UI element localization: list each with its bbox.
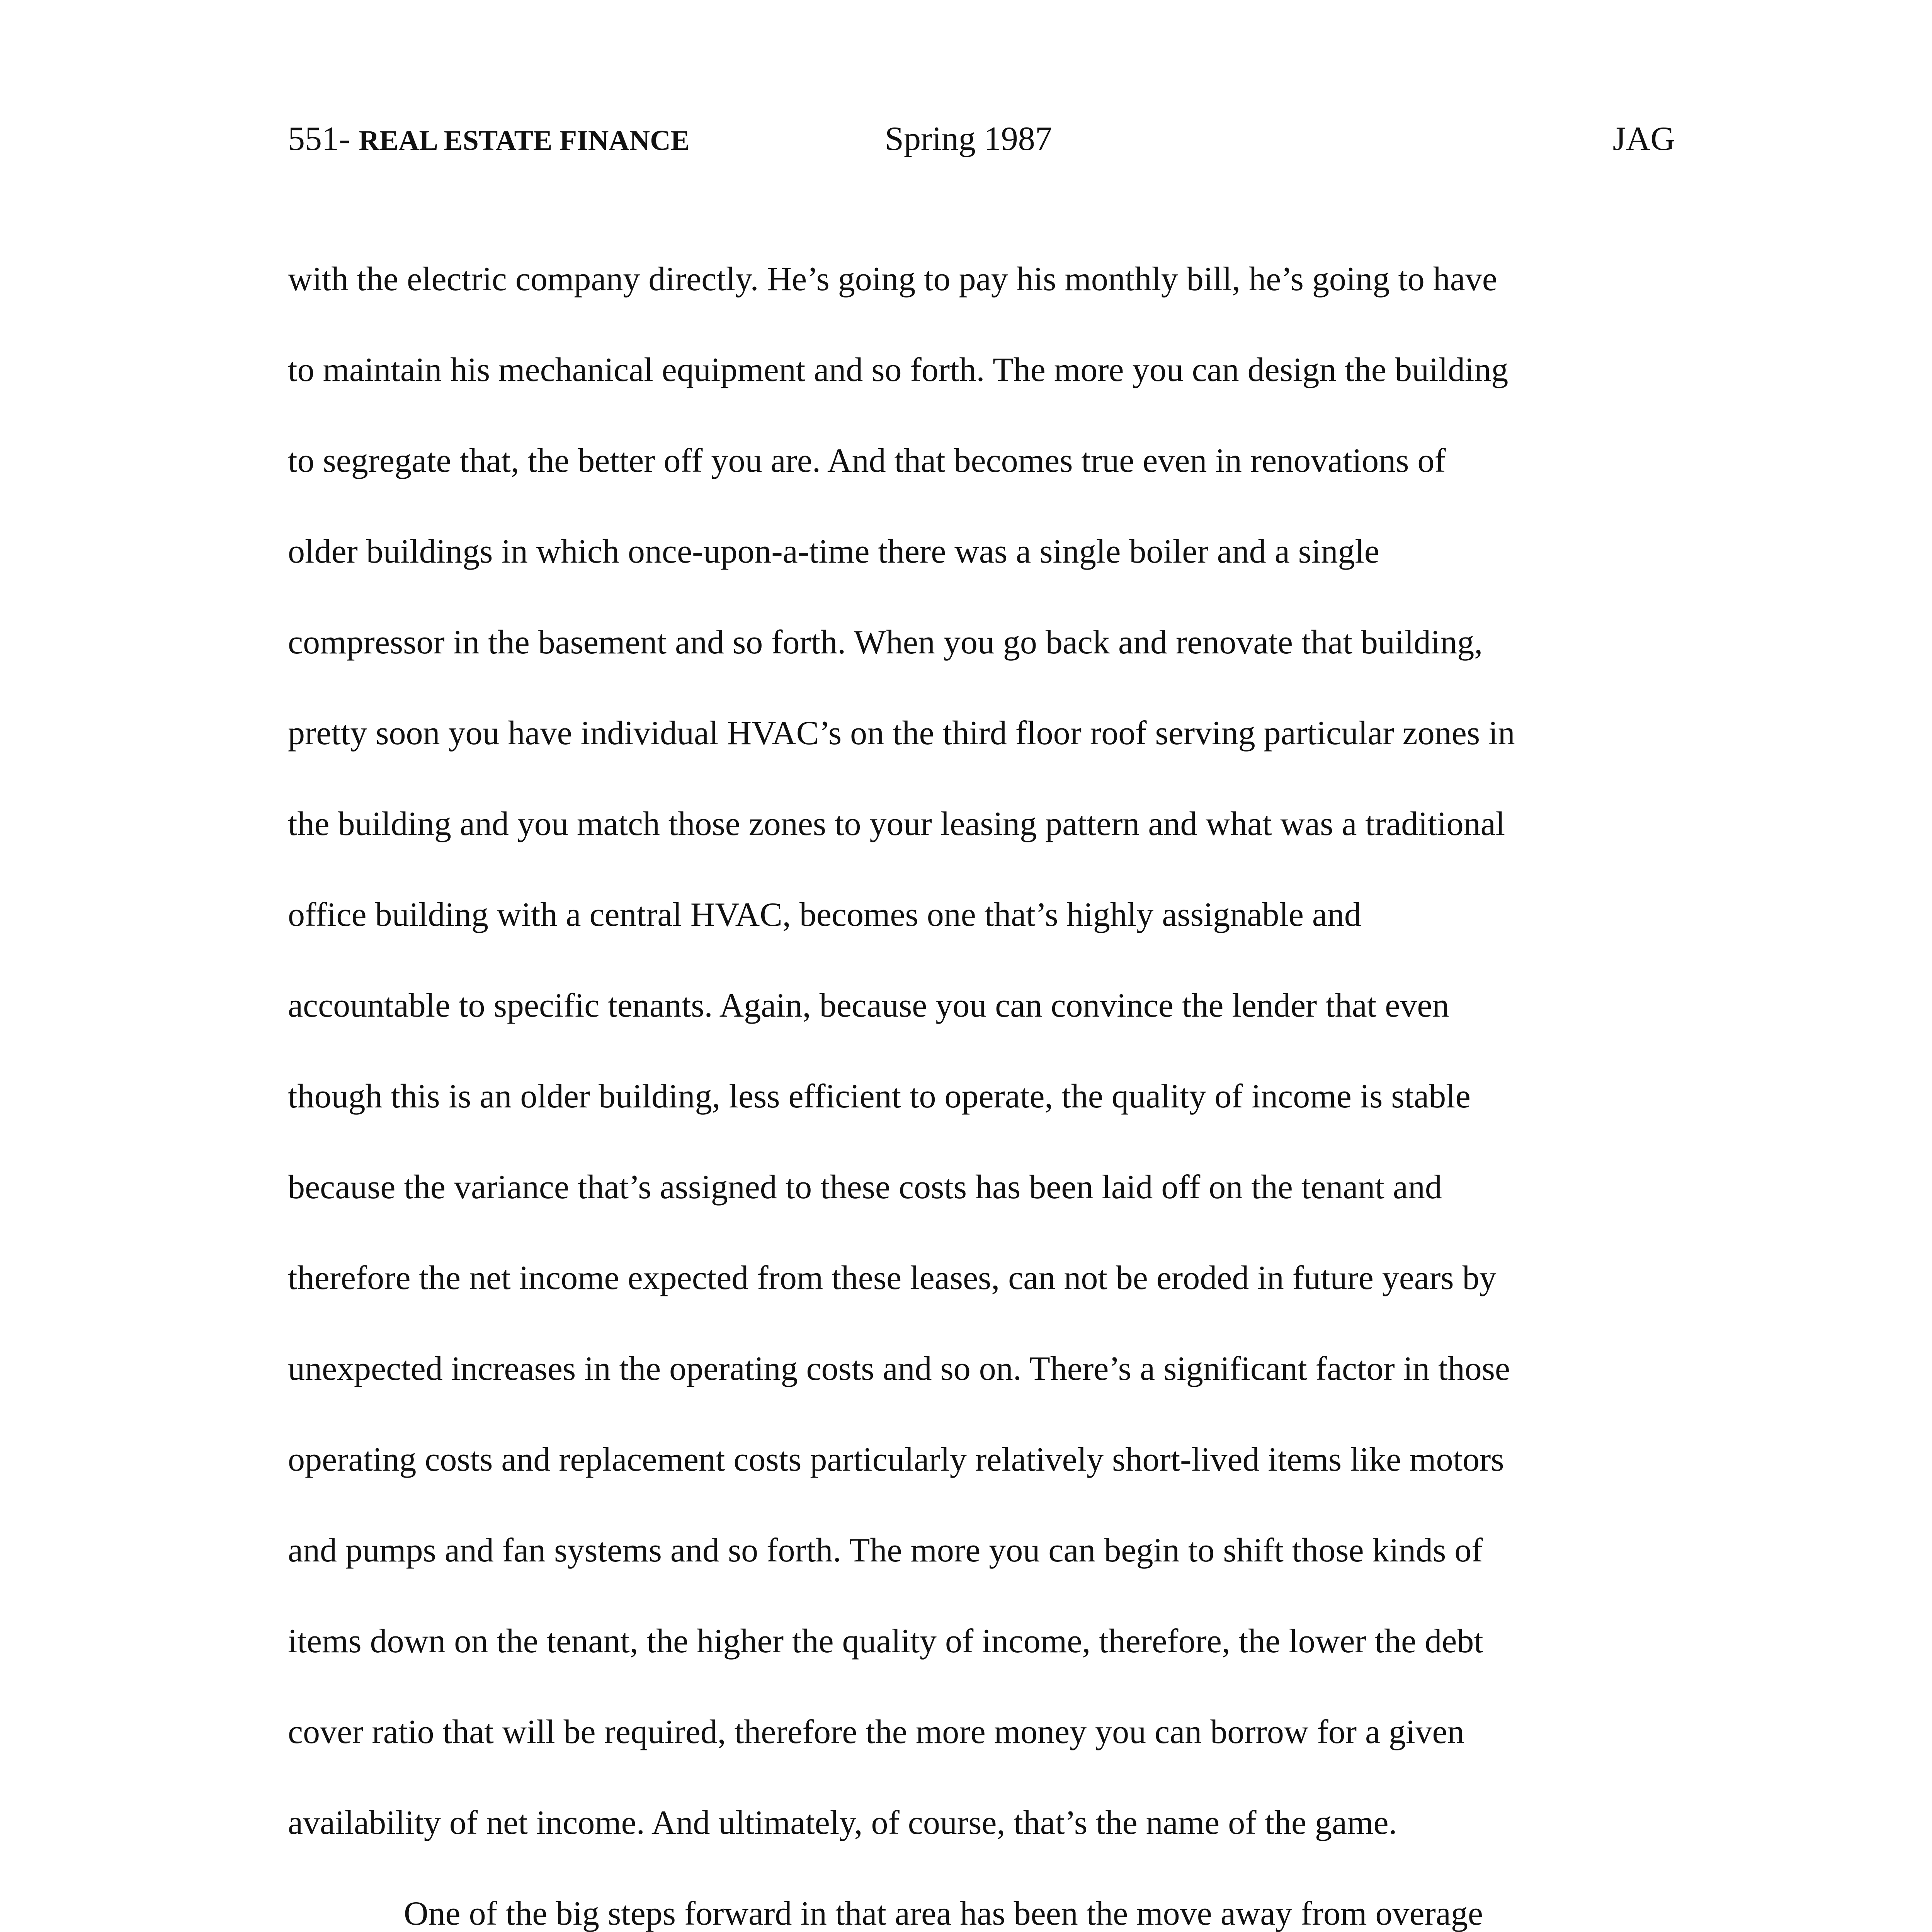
text-line: operating costs and replacement costs particularly relatively short-lived items like motors (288, 1441, 1504, 1478)
course-heading (288, 116, 690, 164)
text-line: items down on the tenant, the higher the quality of income, therefore, the lower the debt (288, 1622, 1483, 1660)
text-line: office building with a central HVAC, becomes one that’s highly assignable and (288, 896, 1361, 934)
text-line: because the variance that’s assigned to these costs has been laid off on the tenant and (288, 1168, 1442, 1206)
text-line: with the electric company directly. He’s going to pay his monthly bill, he’s going to have (288, 260, 1497, 298)
text-line: and pumps and fan systems and so forth. The more you can begin to shift those kinds of (288, 1532, 1483, 1569)
text-line: to maintain his mechanical equipment and so forth. The more you can design the building (288, 351, 1509, 389)
course-title: REAL ESTATE FINANCE (359, 125, 690, 156)
text-line: cover ratio that will be required, therefore the more money you can borrow for a given (288, 1713, 1464, 1751)
text-line: therefore the net income expected from these leases, can not be eroded in future years by (288, 1259, 1497, 1297)
text-line: unexpected increases in the operating costs and so on. There’s a significant factor in those (288, 1350, 1510, 1388)
text-line: though this is an older building, less efficient to operate, the quality of income is stable (288, 1078, 1471, 1115)
body-text (288, 234, 1690, 1932)
course-number: 551- (288, 120, 350, 158)
paragraph-first-line: One of the big steps forward in that area has been the move away from overage (404, 1895, 1483, 1932)
text-line: the building and you match those zones to your leasing pattern and what was a traditional (288, 805, 1505, 843)
text-line: compressor in the basement and so forth. When you go back and renovate that building, (288, 624, 1483, 661)
text-line: availability of net income. And ultimately, of course, that’s the name of the game. (288, 1804, 1397, 1842)
term-label: Spring 1987 (885, 120, 1052, 158)
text-line: to segregate that, the better off you are. And that becomes true even in renovations of (288, 442, 1446, 480)
text-line: older buildings in which once-upon-a-time there was a single boiler and a single (288, 533, 1379, 570)
page-header (288, 116, 1675, 162)
author-initials: JAG (1612, 120, 1675, 158)
text-line: accountable to specific tenants. Again, because you can convince the lender that even (288, 987, 1449, 1024)
text-line: pretty soon you have individual HVAC’s on the third floor roof serving particular zones in (288, 714, 1515, 752)
